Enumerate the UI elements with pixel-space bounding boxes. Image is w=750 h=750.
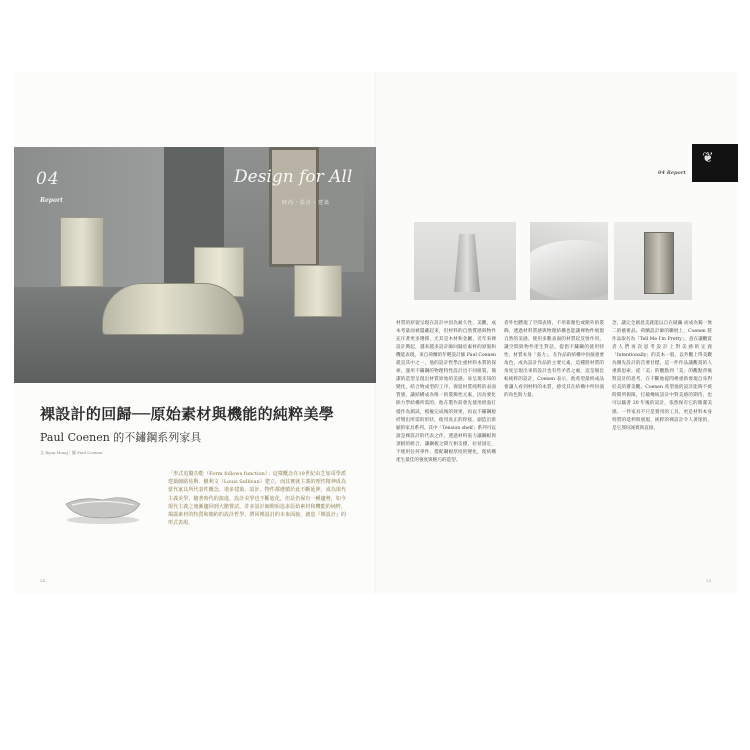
steel-bowl-image [62,490,144,526]
bowl-detail-shape [530,240,608,300]
hero-photo [14,147,376,383]
right-section-label: 04 Report [658,170,686,176]
photo-door-right [319,147,364,272]
article-subtitle: Paul Coenen 的不鏽鋼系列家具 [40,431,202,444]
column-tag: 時尚・設計・建築 [282,200,331,206]
body-column-2: 者外也體現了空間表情，不用靠顏色或額外的裝飾，透過材料質感與物理結構也能讓裸物件展現自然的美感，使用多數表面的材質起反射作用，讓空間與物件產生對話，提倡不鏽鋼的使用特性，材質本身「張力」，在作品的結構中扮演重要角色，成為設計作品的主要元素，這種將材質的角度呈現出來的設計也有些矛盾之處，這是個比較純粹的設計，Coenen 表示，他希望最終成品會讓人看到材料的本質，感受其在結構中所扮演的角色與力量。 [504,321,604,399]
cabinet-photo [614,222,692,300]
byline: 文 Ryan Hung｜圖 Paul Coenen [40,450,103,455]
chair-shape [454,234,480,292]
page-number-left: 24 [40,578,46,583]
photo-steel-bench [102,283,244,335]
left-page [14,72,376,594]
right-page [376,72,738,594]
page-number-right: 25 [706,578,712,583]
body-column-3: 念，讓完全創意美就能以自在破繭 而成為獨一無二的藝術品。荷蘭設計師的聯展上，Coenen 將作品取名為「Tell Me I'm Pretty」，意在讓觀賞者人們再次思考設計上對美感的定義「Intentionally」的美本一般，以外觀上得美觀為優先設計的首要目標，這一件作品讓觀賞的人重新思索，從「美」的觀點到「美」的觀點背後對設計的思考，在不斷地提問裡重新發現自身對於美的審美觀。Coenen 希望他的設計能夠不被時間所侷限，打破傳統設計中對美感的期待，也可以隨著 20 年後的設計，依然保有它的簡潔美感，一件家具不只是實用的工具，更是材料本身特質的延伸與展現，純粹的裸設計令人著迷的，是它那份誠實與直接。 [612,321,712,431]
bowl-detail-photo [530,222,608,300]
intro-paragraph: 「形式追隨功能（Form follows function）」這樣概念在19世紀由芝加哥學派建築師路易斯．蘇利文（Louis Sullivan）建立，而其實就主義的理性精神成為當代家具所代表性概念，诸多建築、設計、物件都遵循於此不斷延伸，成為現代主義美學，隨著時代的演進，設計美學也不斷進化，但是仍保有一種趨勢，如今現代主義之後漸趨回到大膽嘗試，許多設計師開始追求原始素材和機能的純粹，揭露素材的特質和簡約的設計哲學，帶回裸設計的本來面貌，創造『裸設計』的形式表現。 [168,471,346,527]
photo-steel-stool [294,265,342,317]
column-heading: Design for All [234,167,353,187]
article-title: 裸設計的回歸──原始素材與機能的純粹美學 [40,405,335,423]
section-label: Report [40,197,63,204]
issue-number: 04 [36,169,60,189]
photo-door [269,147,319,267]
cabinet-shape [644,232,674,294]
magazine-spread [14,72,738,594]
publication-logo [692,144,738,182]
photo-steel-cabinet [60,217,104,287]
chair-photo [414,222,516,300]
body-column-1: 材質的原貌呈現在設計中因為耐久性、美觀，成本考量而被隱藏起來，但材料的自然質感與物件充斥著更多選擇，尤其是木材和金屬，近年來裸設計興起，越來越多設計師回歸於素材的原貌和機能表現，來自荷蘭的年輕設計師 Paul Coenen 就是其中之一，他的設計哲學注重材料本質的探索，運用不鏽鋼的物理特性設計出不同組裝，簡潔的造型呈現出材質原始的美感。易呈現未知的變化，結合物成型的工序，保留材質純粹的表面質感，讓結構成為唯一的裝飾性元素，因為要化除力學結構所需的，他在製作前會先使用紙張打樣作為測試，模擬完成後的效果，再以不鏽鋼板折彎出所需的形狀，使用真正的焊接，創造出新穎的家具系列。其中「Tension shelf」系列可以說是裸設計的代表之作，透過材料張力讓鋼板與頂板的組合，讓鋼板之間互相支撐，拉扯固定，不使用任何零件，搭配鋼板厚度的變化，使結構產生最佳的強度與輕巧的造型。 [396,321,496,463]
logo-glyph-icon: ❦ [702,150,714,166]
